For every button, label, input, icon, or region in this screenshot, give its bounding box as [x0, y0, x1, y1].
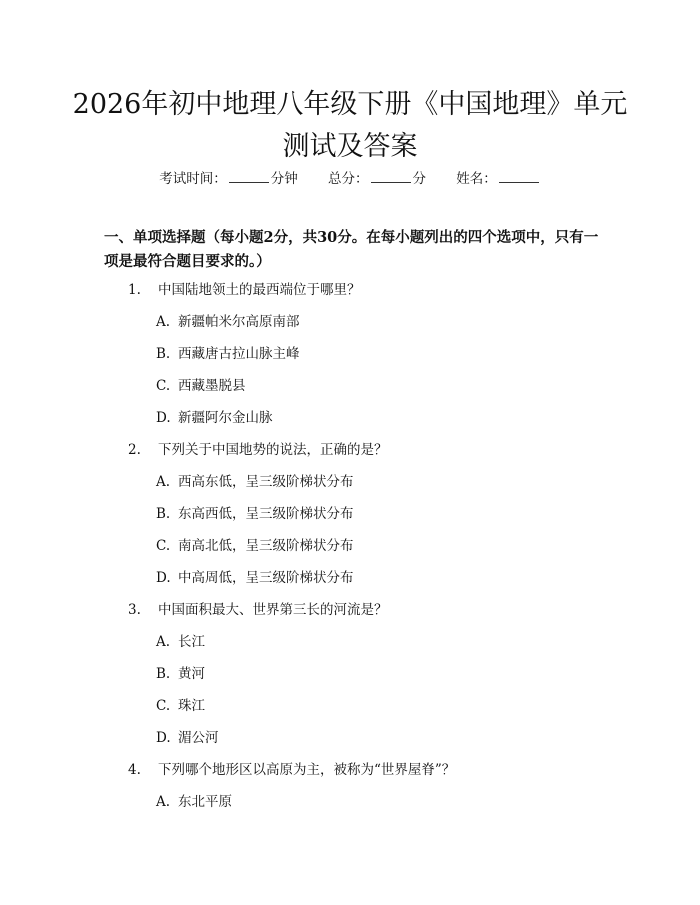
option-text: 新疆帕米尔高原南部 — [178, 314, 300, 330]
document-title: 2026年初中地理八年级下册《中国地理》单元测试及答案 — [72, 89, 628, 162]
option-item — [156, 408, 273, 428]
option-item — [156, 472, 354, 492]
option-letter: D. — [156, 730, 171, 746]
exam-time-blank — [229, 168, 269, 183]
question-item — [128, 760, 455, 780]
student-name-field — [456, 171, 541, 187]
question-text: 中国陆地领土的最西端位于哪里？ — [158, 282, 361, 298]
option-letter: C. — [156, 538, 171, 554]
question-number: 4. — [128, 762, 141, 778]
option-letter: D. — [156, 410, 171, 426]
option-item — [156, 792, 232, 812]
exam-time-unit: 分钟 — [270, 171, 298, 187]
option-letter: A. — [156, 474, 171, 490]
option-text: 南高北低，呈三级阶梯状分布 — [178, 538, 354, 554]
option-letter: A. — [156, 794, 171, 810]
question-text: 中国面积最大、世界第三长的河流是？ — [158, 602, 388, 618]
option-text: 黄河 — [178, 666, 205, 682]
total-score-unit: 分 — [412, 171, 426, 187]
question-number: 2. — [128, 442, 141, 458]
option-text: 西藏唐古拉山脉主峰 — [178, 346, 300, 362]
option-text: 东北平原 — [178, 794, 232, 810]
option-item — [156, 504, 354, 524]
question-item — [128, 440, 388, 460]
total-score-blank — [371, 168, 411, 183]
option-text: 西藏墨脱县 — [178, 378, 246, 394]
option-item — [156, 632, 205, 652]
question-text: 下列关于中国地势的说法，正确的是？ — [158, 442, 388, 458]
total-score-label: 总分： — [328, 171, 369, 187]
exam-time-field — [159, 171, 302, 187]
option-letter: B. — [156, 346, 171, 362]
question-item — [128, 280, 361, 300]
option-item — [156, 568, 354, 588]
question-item — [128, 600, 388, 620]
option-item — [156, 696, 205, 716]
option-text: 中高周低，呈三级阶梯状分布 — [178, 570, 354, 586]
option-text: 新疆阿尔金山脉 — [178, 410, 273, 426]
option-text: 西高东低，呈三级阶梯状分布 — [178, 474, 354, 490]
exam-info-line — [0, 168, 700, 189]
option-item — [156, 728, 219, 748]
question-number: 1. — [128, 282, 141, 298]
total-score-field — [328, 171, 430, 187]
option-item — [156, 376, 246, 396]
student-name-blank — [499, 168, 539, 183]
option-text: 长江 — [178, 634, 205, 650]
option-letter: A. — [156, 314, 171, 330]
option-text: 湄公河 — [178, 730, 219, 746]
option-text: 东高西低，呈三级阶梯状分布 — [178, 506, 354, 522]
question-text: 下列哪个地形区以高原为主，被称为“世界屋脊”？ — [158, 762, 456, 778]
option-item — [156, 344, 300, 364]
option-letter: D. — [156, 570, 171, 586]
option-item — [156, 536, 354, 556]
question-number: 3. — [128, 602, 141, 618]
option-item — [156, 312, 300, 332]
option-letter: B. — [156, 506, 171, 522]
exam-time-label: 考试时间： — [159, 171, 227, 187]
option-letter: B. — [156, 666, 171, 682]
option-letter: C. — [156, 378, 171, 394]
option-letter: A. — [156, 634, 171, 650]
option-letter: C. — [156, 698, 171, 714]
student-name-label: 姓名： — [456, 171, 497, 187]
option-text: 珠江 — [178, 698, 205, 714]
option-item — [156, 664, 205, 684]
section-heading: 一、单项选择题（每小题2分，共30分。在每小题列出的四个选项中，只有一项是最符合题目要求的。） — [104, 229, 599, 270]
